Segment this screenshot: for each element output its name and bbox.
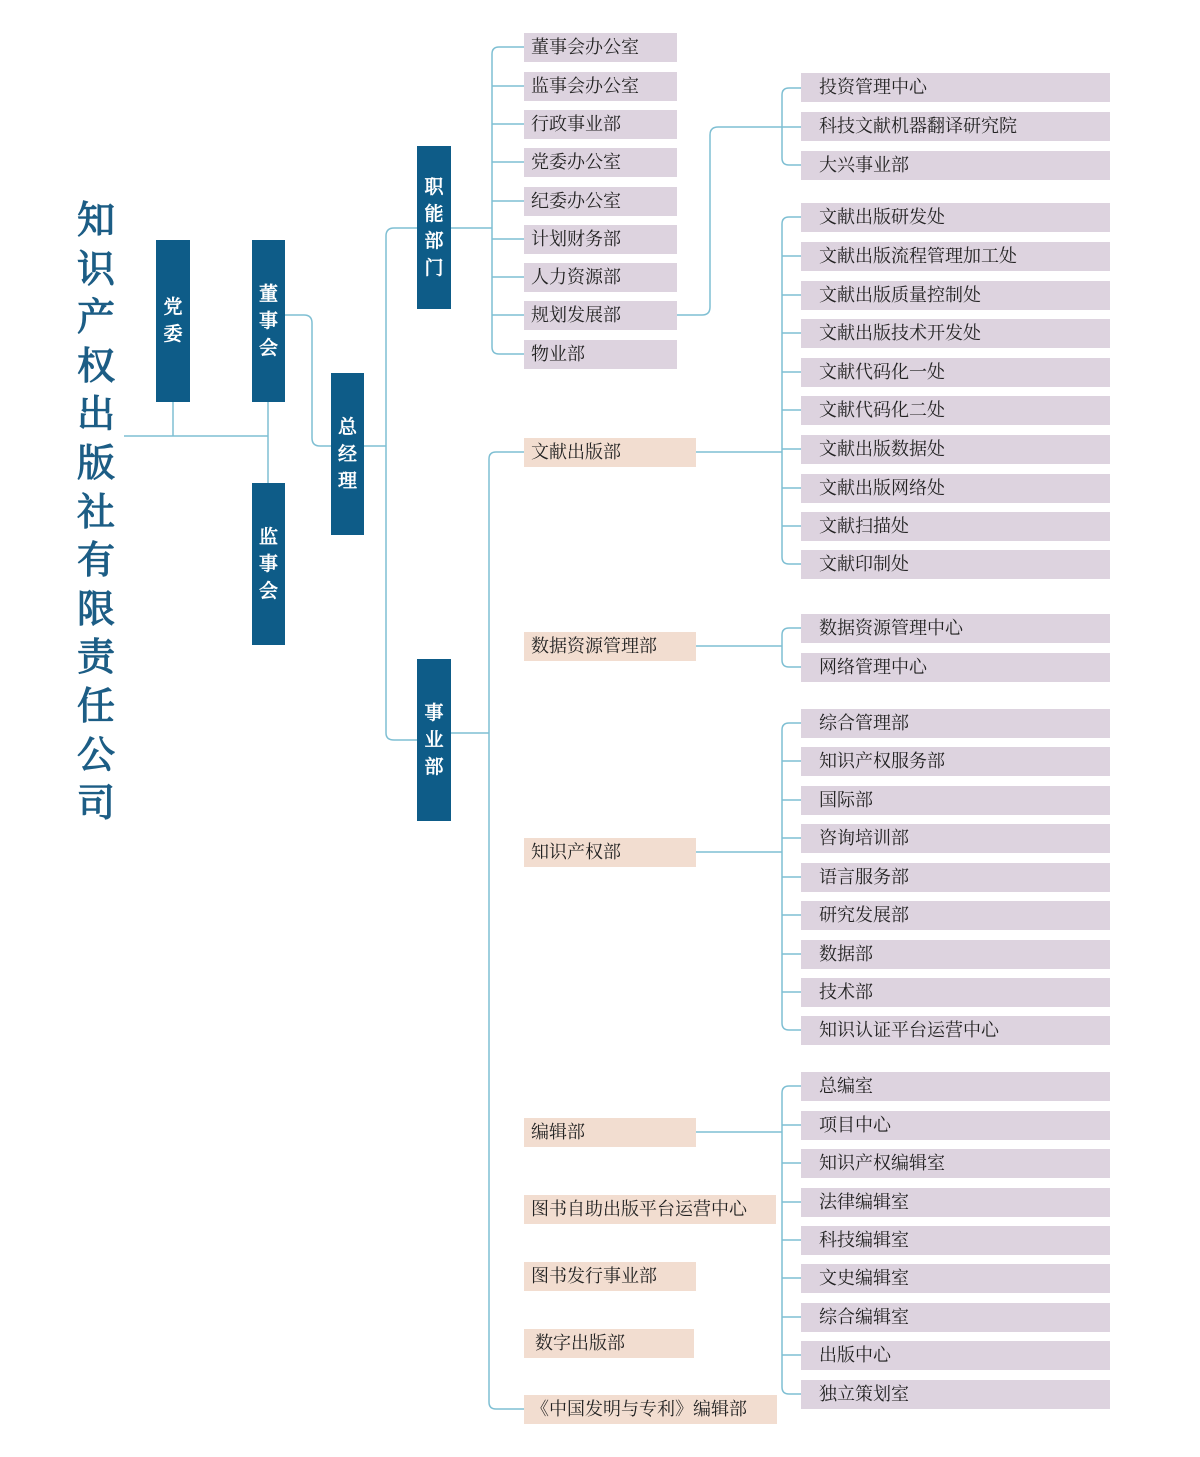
functional-depts-box (417, 146, 451, 309)
data-res-connector (782, 628, 801, 667)
planning-connector (677, 127, 780, 315)
functional-dept-item: 监事会办公室 (524, 72, 677, 101)
board-box (252, 240, 285, 402)
editorial-child-item: 科技编辑室 (801, 1226, 1110, 1255)
functional-dept-item: 纪委办公室 (524, 187, 677, 216)
doc-pub-child-item: 文献出版质量控制处 (801, 281, 1110, 310)
functional-dept-item: 计划财务部 (524, 225, 677, 254)
ip-child-item: 咨询培训部 (801, 824, 1110, 853)
doc-pub-child-item: 文献出版流程管理加工处 (801, 242, 1110, 271)
editorial-child-item: 独立策划室 (801, 1380, 1110, 1409)
functional-dept-item: 规划发展部 (524, 301, 677, 330)
doc-pub-child-item: 文献出版研发处 (801, 203, 1110, 232)
functional-depts-label: 职能部门 (424, 175, 444, 279)
planning-child-item: 投资管理中心 (801, 73, 1110, 102)
business-unit-editorial: 编辑部 (524, 1118, 696, 1147)
business-unit-digital: 数字出版部 (524, 1329, 694, 1358)
functional-dept-item: 董事会办公室 (524, 33, 677, 62)
business-units-box (417, 659, 451, 821)
planning-child-item: 科技文献机器翻译研究院 (801, 112, 1110, 141)
editorial-child-item: 项目中心 (801, 1111, 1110, 1140)
board-label: 董事会 (258, 282, 278, 359)
ip-child-item: 数据部 (801, 940, 1110, 969)
business-unit-data-res: 数据资源管理部 (524, 632, 696, 661)
business-unit-doc-pub: 文献出版部 (524, 438, 696, 467)
business-unit-journal: 《中国发明与专利》编辑部 (524, 1395, 777, 1424)
ip-child-item: 技术部 (801, 978, 1110, 1007)
doc-pub-child-item: 文献印制处 (801, 550, 1110, 579)
functional-dept-item: 物业部 (524, 340, 677, 369)
data-res-child-item: 数据资源管理中心 (801, 614, 1110, 643)
business-connector (489, 452, 524, 1409)
party-committee-box (156, 240, 190, 402)
functional-dept-item: 人力资源部 (524, 263, 677, 292)
supervisors-label: 监事会 (258, 525, 278, 602)
planning-child-item: 大兴事业部 (801, 151, 1110, 180)
editorial-child-item: 文史编辑室 (801, 1264, 1110, 1293)
doc-pub-child-item: 文献出版技术开发处 (801, 319, 1110, 348)
supervisors-box (252, 483, 285, 645)
ip-child-item: 国际部 (801, 786, 1110, 815)
editorial-child-item: 总编室 (801, 1072, 1110, 1101)
doc-pub-connector (782, 217, 801, 564)
business-unit-ip: 知识产权部 (524, 838, 696, 867)
party-committee-label: 党委 (163, 296, 183, 345)
business-unit-distribution: 图书发行事业部 (524, 1262, 696, 1291)
general-manager-label: 总经理 (337, 415, 357, 492)
functional-dept-item: 党委办公室 (524, 148, 677, 177)
editorial-child-item: 综合编辑室 (801, 1303, 1110, 1332)
doc-pub-child-item: 文献代码化二处 (801, 396, 1110, 425)
functional-dept-item: 行政事业部 (524, 110, 677, 139)
ip-child-item: 语言服务部 (801, 863, 1110, 892)
editorial-child-item: 出版中心 (801, 1341, 1110, 1370)
company-name: 知识产权出版社有限责任公司 (76, 197, 115, 826)
data-res-child-item: 网络管理中心 (801, 653, 1110, 682)
business-units-label: 事业部 (424, 701, 444, 778)
doc-pub-child-item: 文献代码化一处 (801, 358, 1110, 387)
business-unit-self-pub: 图书自助出版平台运营中心 (524, 1195, 776, 1224)
ip-child-item: 综合管理部 (801, 709, 1110, 738)
ip-child-item: 知识产权服务部 (801, 747, 1110, 776)
editorial-child-item: 法律编辑室 (801, 1188, 1110, 1217)
editorial-child-item: 知识产权编辑室 (801, 1149, 1110, 1178)
ip-child-item: 知识认证平台运营中心 (801, 1016, 1110, 1045)
doc-pub-child-item: 文献扫描处 (801, 512, 1110, 541)
doc-pub-child-item: 文献出版数据处 (801, 435, 1110, 464)
gm-category-connector (364, 228, 417, 740)
board-gm-connector (285, 315, 331, 446)
ip-child-item: 研究发展部 (801, 901, 1110, 930)
general-manager-box (331, 373, 364, 535)
doc-pub-child-item: 文献出版网络处 (801, 474, 1110, 503)
